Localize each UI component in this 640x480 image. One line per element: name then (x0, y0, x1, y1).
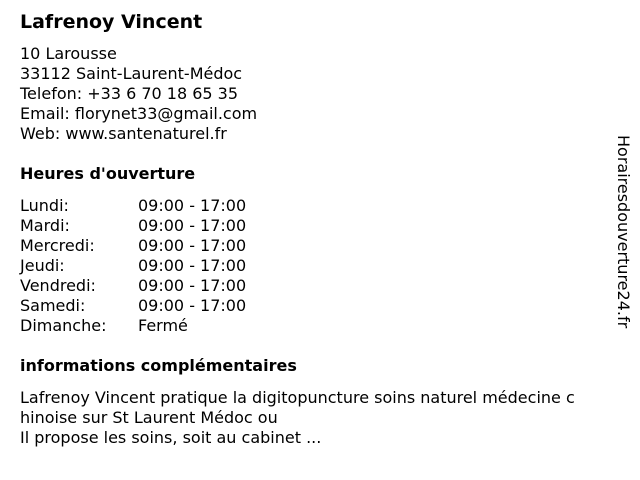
info-line: Lafrenoy Vincent pratique la digitopuncture soins naturel médecine c (20, 388, 575, 407)
hours-row-thursday (20, 256, 610, 276)
hours-time: 09:00 - 17:00 (138, 236, 247, 255)
hours-time: 09:00 - 17:00 (138, 196, 247, 215)
contact-block (20, 44, 610, 144)
hours-day: Dimanche: (20, 316, 107, 335)
hours-row-monday (20, 196, 610, 216)
address-street: 10 Larousse (20, 44, 117, 63)
hours-row-tuesday (20, 216, 610, 236)
business-name: Lafrenoy Vincent (20, 11, 203, 33)
hours-row-friday (20, 276, 610, 296)
hours-day: Mercredi: (20, 236, 95, 255)
hours-day: Vendredi: (20, 276, 96, 295)
business-card (20, 10, 610, 448)
hours-time: 09:00 - 17:00 (138, 276, 247, 295)
address-city: 33112 Saint-Laurent-Médoc (20, 64, 243, 83)
info-heading: informations complémentaires (20, 356, 297, 375)
phone-line: Telefon: +33 6 70 18 65 35 (20, 84, 239, 103)
hours-row-wednesday (20, 236, 610, 256)
hours-heading: Heures d'ouverture (20, 164, 196, 183)
hours-time: 09:00 - 17:00 (138, 296, 247, 315)
hours-time: Fermé (138, 316, 188, 335)
email-line: Email: florynet33@gmail.com (20, 104, 258, 123)
hours-day: Lundi: (20, 196, 69, 215)
site-watermark: Horairesdouverture24.fr (614, 135, 633, 329)
hours-time: 09:00 - 17:00 (138, 256, 247, 275)
info-line: Il propose les soins, soit au cabinet ... (20, 428, 322, 447)
web-line: Web: www.santenaturel.fr (20, 124, 227, 143)
hours-table (20, 196, 610, 336)
hours-row-sunday (20, 316, 610, 336)
hours-day: Jeudi: (20, 256, 65, 275)
info-description (20, 388, 620, 448)
info-line: hinoise sur St Laurent Médoc ou (20, 408, 278, 427)
hours-day: Samedi: (20, 296, 86, 315)
hours-time: 09:00 - 17:00 (138, 216, 247, 235)
hours-row-saturday (20, 296, 610, 316)
hours-day: Mardi: (20, 216, 70, 235)
